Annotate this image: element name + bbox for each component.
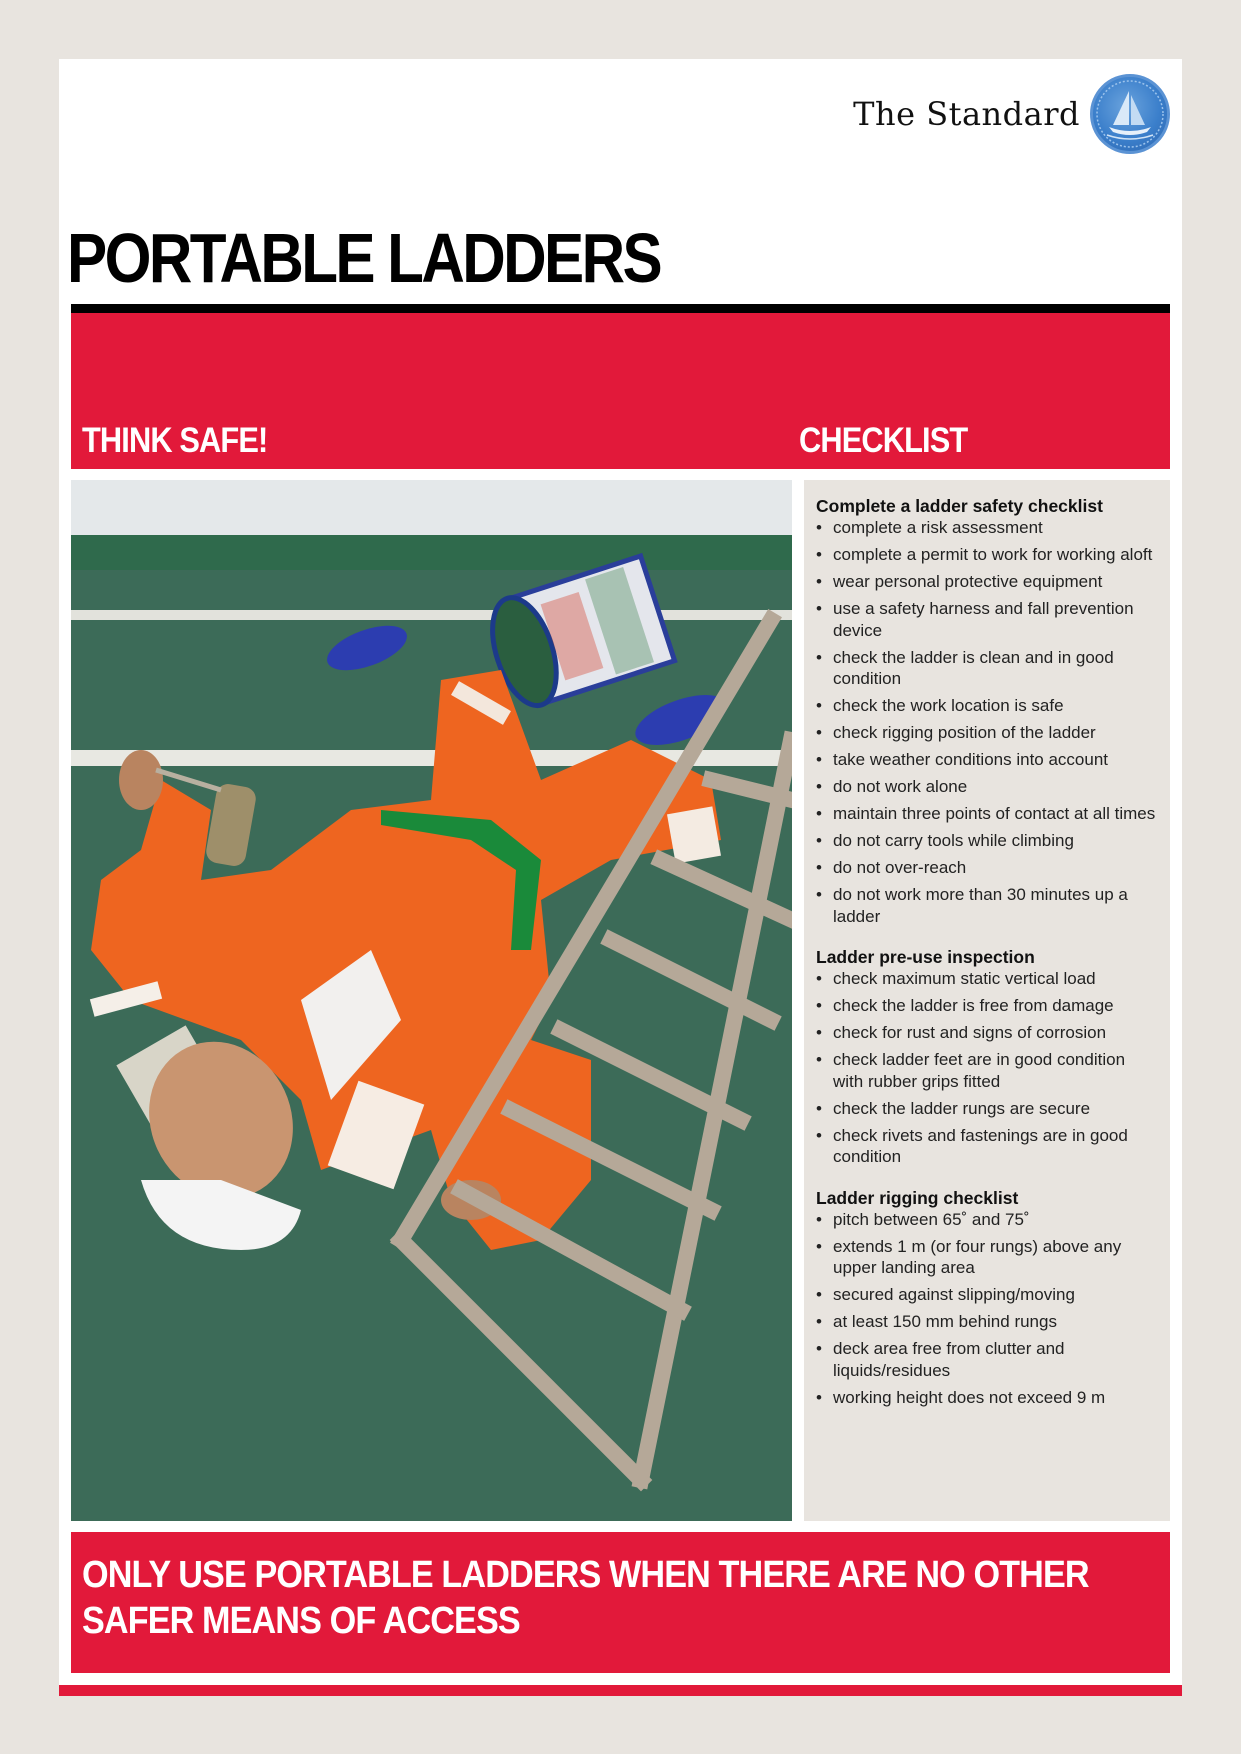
list-item: • check the ladder is clean and in good condition: [816, 647, 1158, 690]
sailing-ship-seal-icon: [1090, 74, 1170, 154]
list-item: • check the ladder rungs are secure: [816, 1098, 1158, 1120]
checklist-heading: CHECKLIST: [799, 421, 968, 460]
list-item: • check the ladder is free from damage: [816, 995, 1158, 1017]
list-item: • at least 150 mm behind rungs: [816, 1311, 1158, 1333]
worker-fallen-from-ladder-photo: [71, 480, 792, 1521]
poster-sheet: [59, 59, 1182, 1696]
think-safe-heading: THINK SAFE!: [82, 421, 268, 460]
list-item: • secured against slipping/moving: [816, 1284, 1158, 1306]
list-item: • do not carry tools while climbing: [816, 830, 1158, 852]
checklist-items: [816, 1209, 1158, 1409]
list-item: • pitch between 65˚ and 75˚: [816, 1209, 1158, 1231]
page-title: PORTABLE LADDERS: [67, 219, 661, 297]
group-title: Complete a ladder safety checklist: [816, 496, 1103, 516]
list-item: • check ladder feet are in good condition with rubber grips fitted: [816, 1049, 1158, 1092]
checklist-group: [816, 1188, 1158, 1409]
title-divider: [71, 304, 1170, 313]
list-item: • do not work more than 30 minutes up a ladder: [816, 884, 1158, 927]
list-item: • check for rust and signs of corrosion: [816, 1022, 1158, 1044]
checklist-panel: [804, 480, 1170, 1521]
group-title: Ladder rigging checklist: [816, 1187, 1019, 1208]
brand-name: The Standard: [853, 95, 1080, 133]
list-item: • check maximum static vertical load: [816, 968, 1158, 990]
bottom-divider: [59, 1685, 1182, 1696]
checklist-items: [816, 968, 1158, 1168]
list-item: • check rivets and fastenings are in good condition: [816, 1125, 1158, 1168]
footer-warning-text: ONLY USE PORTABLE LADDERS WHEN THERE ARE NO OTHER SAFER MEANS OF ACCESS: [82, 1554, 1089, 1642]
checklist-group: [816, 947, 1158, 1168]
list-item: • check rigging position of the ladder: [816, 722, 1158, 744]
list-item: • take weather conditions into account: [816, 749, 1158, 771]
list-item: • complete a risk assessment: [816, 517, 1158, 539]
list-item: • deck area free from clutter and liquids/residues: [816, 1338, 1158, 1381]
list-item: • extends 1 m (or four rungs) above any upper landing area: [816, 1236, 1158, 1279]
list-item: • complete a permit to work for working aloft: [816, 544, 1158, 566]
list-item: • do not over-reach: [816, 857, 1158, 879]
brand-header: [853, 71, 1170, 157]
list-item: • check the work location is safe: [816, 695, 1158, 717]
list-item: • use a safety harness and fall prevention device: [816, 598, 1158, 641]
list-item: • wear personal protective equipment: [816, 571, 1158, 593]
list-item: • do not work alone: [816, 776, 1158, 798]
group-title: Ladder pre-use inspection: [816, 947, 1035, 967]
footer-warning-band: [71, 1532, 1170, 1673]
list-item: • maintain three points of contact at all times: [816, 803, 1158, 825]
list-item: • working height does not exceed 9 m: [816, 1387, 1158, 1409]
checklist-group: [816, 496, 1158, 927]
checklist-items: [816, 517, 1158, 927]
